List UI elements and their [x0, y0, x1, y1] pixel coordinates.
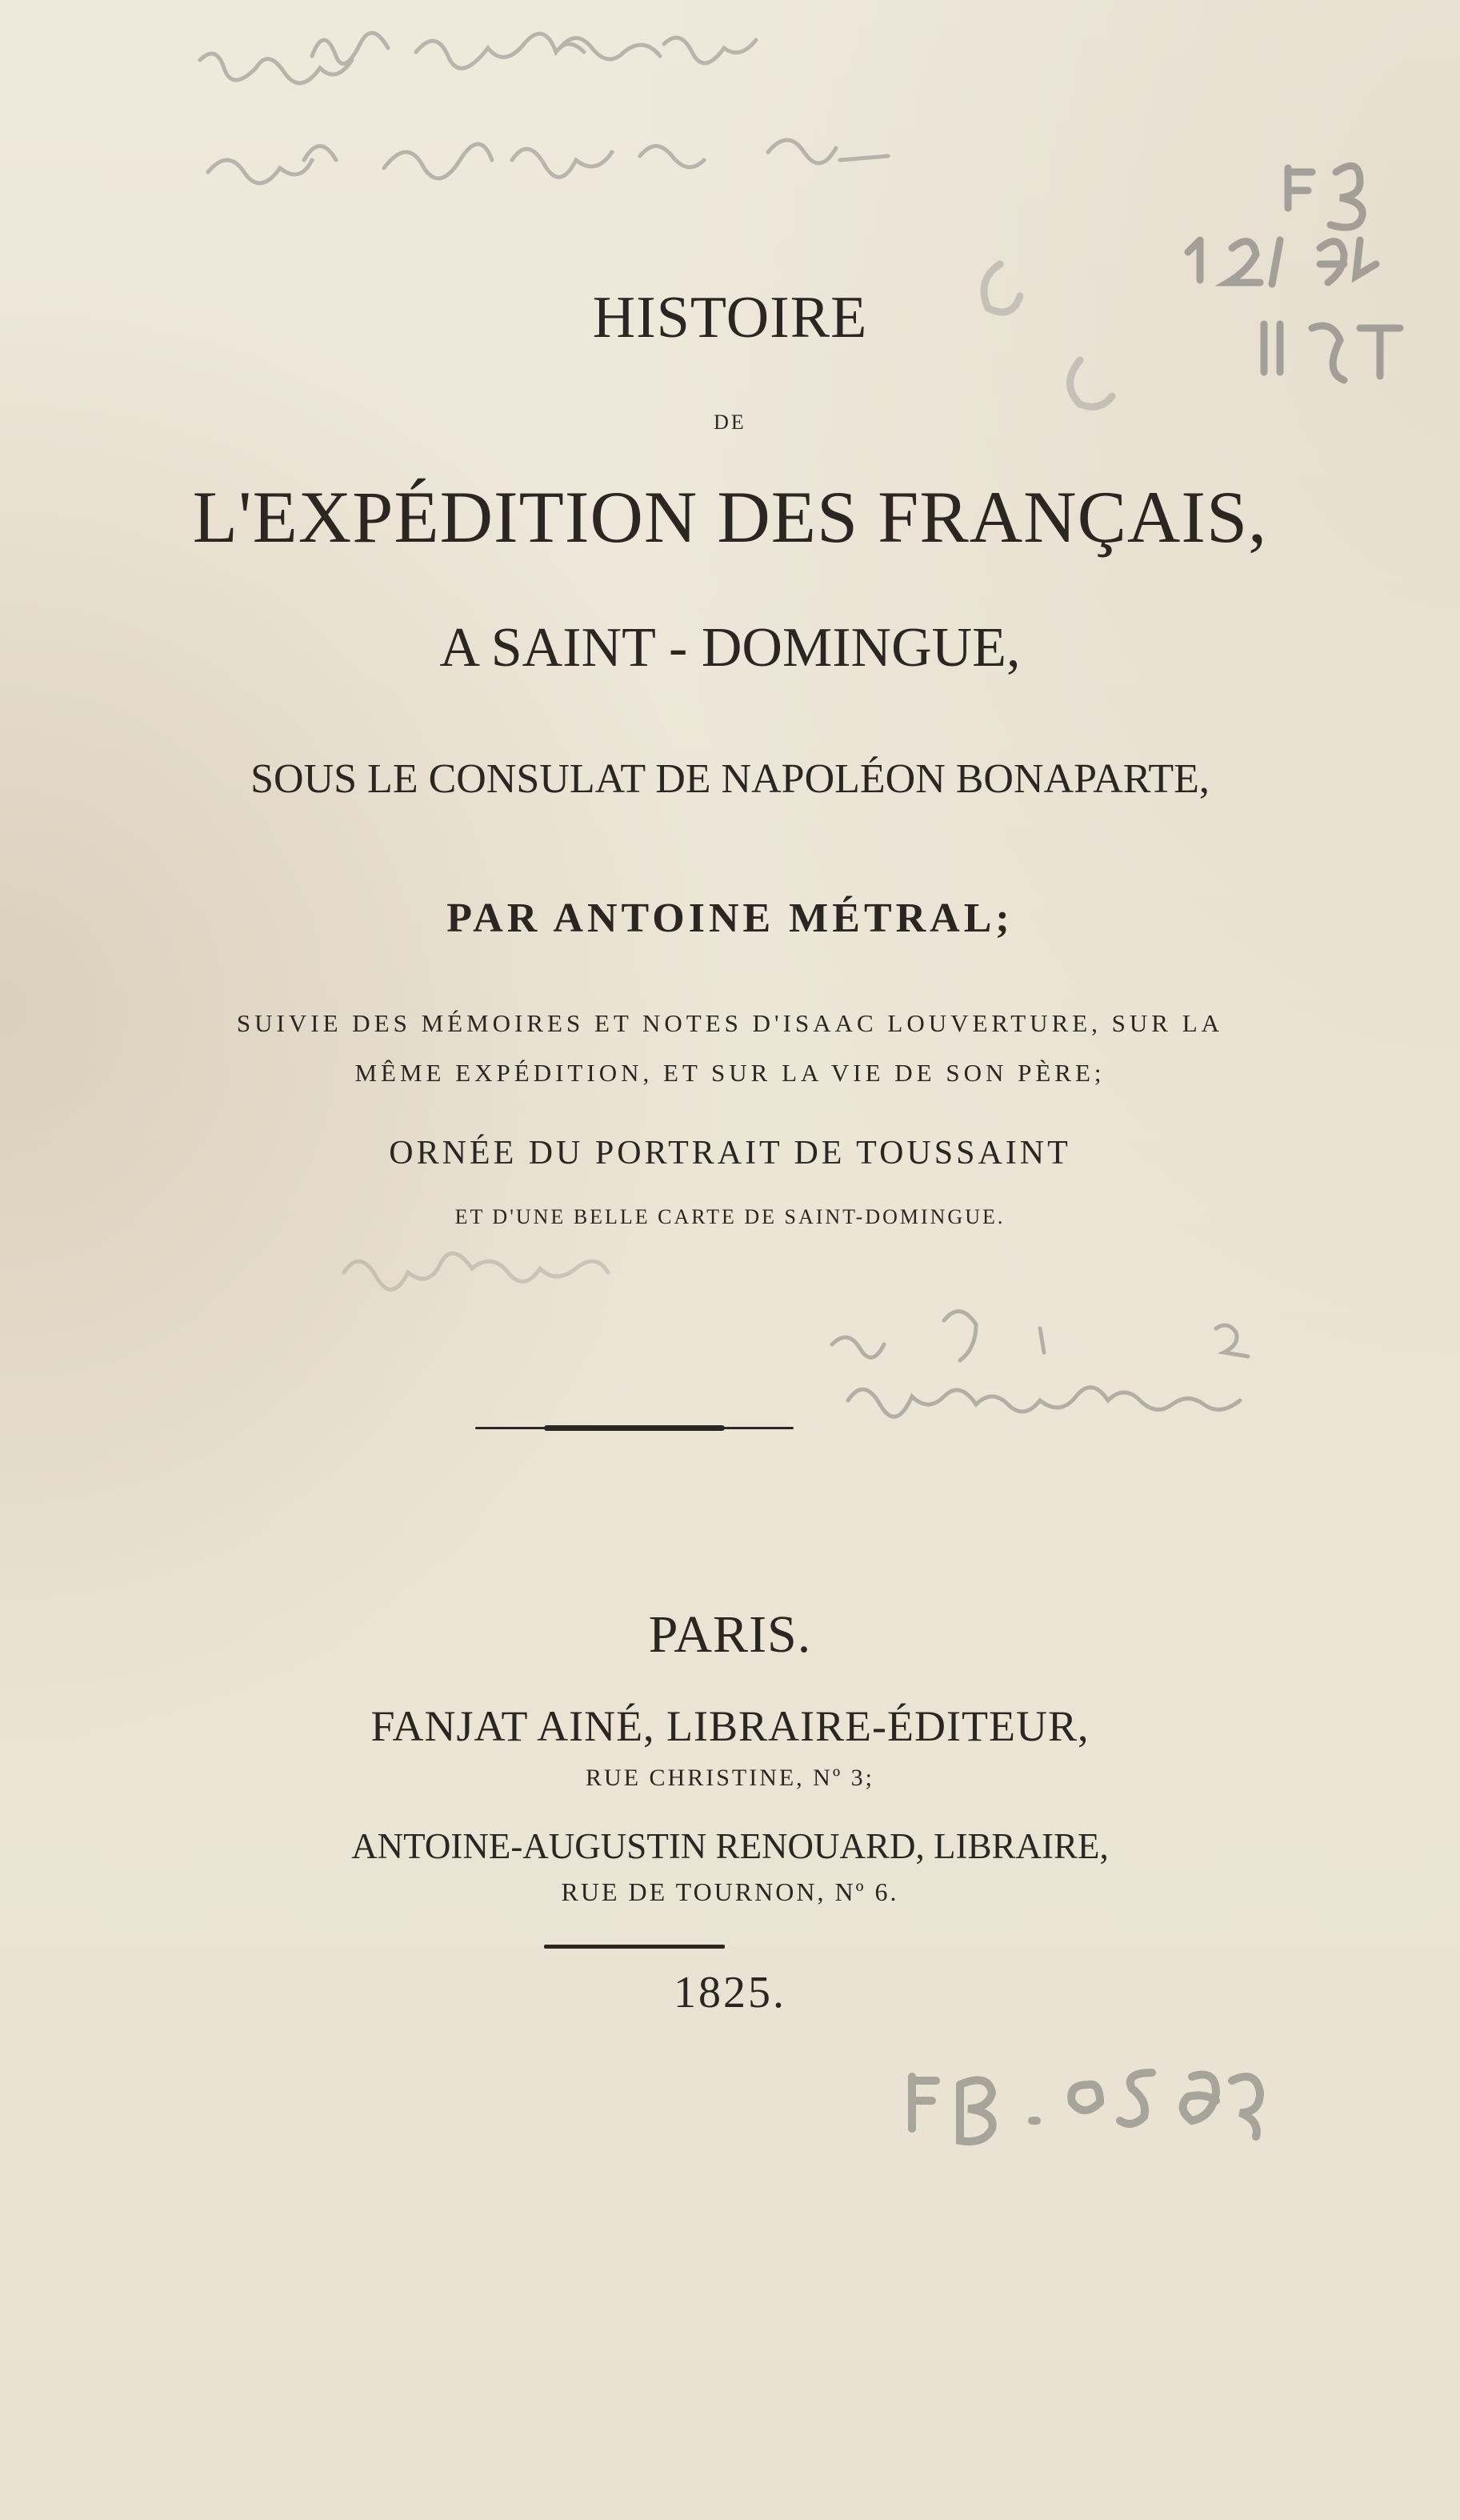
map-line: ET D'UNE BELLE CARTE DE SAINT-DOMINGUE.: [454, 1205, 1006, 1228]
subtitle-line-1: SUIVIE DES MÉMOIRES ET NOTES D'ISAAC LOUVERTURE, SUR LA: [236, 1009, 1224, 1037]
author-line: PAR ANTOINE MÉTRAL;: [446, 895, 1014, 941]
portrait-line: ORNÉE DU PORTRAIT DE TOUSSAINT: [389, 1135, 1071, 1172]
imprint-address-2: RUE DE TOURNON, Nº 6.: [561, 1877, 899, 1906]
year-rule: [544, 1945, 725, 1949]
imprint-year: 1825.: [674, 1968, 786, 2017]
title-saint-domingue: A SAINT - DOMINGUE,: [439, 617, 1021, 679]
ornamental-rule-center: [544, 1425, 725, 1431]
subtitle-line-2: MÊME EXPÉDITION, ET SUR LA VIE DE SON PÈRE;: [354, 1059, 1106, 1087]
title-expedition: L'EXPÉDITION DES FRANÇAIS,: [192, 476, 1268, 558]
title-consulat: SOUS LE CONSULAT DE NAPOLÉON BONAPARTE,: [250, 756, 1210, 802]
imprint-address-1: RUE CHRISTINE, Nº 3;: [586, 1765, 874, 1791]
imprint-city: PARIS.: [648, 1605, 812, 1664]
imprint-publisher-1: FANJAT AINÉ, LIBRAIRE-ÉDITEUR,: [370, 1702, 1090, 1750]
title-histoire: HISTOIRE: [592, 285, 868, 351]
imprint-publisher-2: ANTOINE-AUGUSTIN RENOUARD, LIBRAIRE,: [351, 1826, 1109, 1866]
title-de: DE: [714, 411, 746, 434]
